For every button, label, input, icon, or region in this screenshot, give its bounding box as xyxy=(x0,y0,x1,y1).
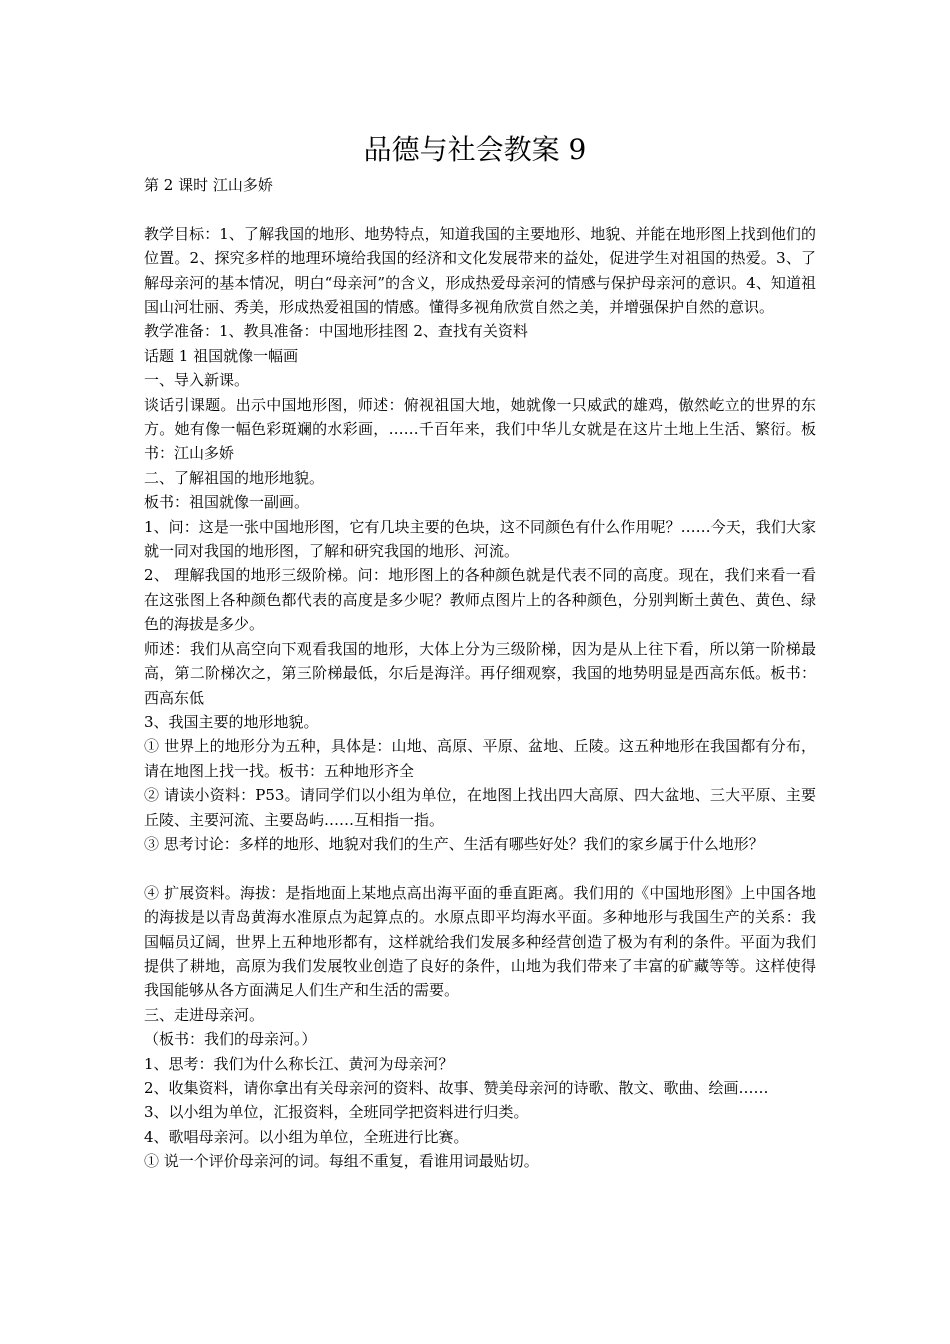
paragraph-river-step-4: 4、歌唱母亲河。以小组为单位，全班进行比赛。 xyxy=(144,1127,469,1146)
paragraph-intro: 谈话引课题。出示中国地形图，师述：俯视祖国大地，她就像一只威武的雄鸡，傲然屹立的世界的东方。她有像一幅色彩斑斓的水彩画，……千百年来，我们中华儿女就是在这片土地上生活、繁衍。板书：江山多娇 xyxy=(144,395,816,463)
paragraph-item-2: ② 请读小资料：P53。请同学们以小组为单位，在地图上找出四大高原、四大盆地、三大平原、主要丘陵、主要河流、主要岛屿……互相指一指。 xyxy=(144,786,816,829)
paragraph-topic-heading: 话题 1 祖国就像一幅画 xyxy=(144,346,299,365)
blank-line xyxy=(144,856,816,880)
paragraph-board-note-river: （板书：我们的母亲河。） xyxy=(144,1030,317,1049)
document-title: 品德与社会教案 9 xyxy=(363,133,587,166)
paragraph-river-step-2: 2、收集资料，请你拿出有关母亲河的资料、故事、赞美母亲河的诗歌、散文、歌曲、绘画…… xyxy=(144,1079,769,1097)
lesson-subtitle: 第 2 课时 江山多娇 xyxy=(144,176,273,194)
section-heading-terrain: 二、了解祖国的地形地貌。 xyxy=(144,468,325,487)
paragraph-river-step-3: 3、以小组为单位，汇报资料，全班同学把资料进行归类。 xyxy=(144,1103,529,1122)
paragraph-step-1: 1、问：这是一张中国地形图，它有几块主要的色块，这不同颜色有什么作用呢？……今天，我们大家就一同对我国的地形图，了解和研究我国的地形、河流。 xyxy=(144,517,816,561)
section-heading-intro: 一、导入新课。 xyxy=(144,371,250,390)
paragraph-item-4: ④ 扩展资料。海拔：是指地面上某地点高出海平面的垂直距离。我们用的《中国地形图》上中国各地的海拔是以青岛黄海水准原点为起算点的。水原点即平均海水平面。多种地形与我国生产的关系：我国幅员辽阔，世界上五种地形都有，这样就给我们发展多种经营创造了极为有利的条件。平面为我们提供了耕地，高原为我们发展牧业创造了良好的条件，山地为我们带来了丰富的矿藏等等。这样使得我国能够从各方面满足人们生产和生活的需要。 xyxy=(144,883,816,1000)
paragraph-step-3: 3、我国主要的地形地貌。 xyxy=(144,712,319,731)
paragraph-teacher-narration: 师述：我们从高空向下观看我国的地形，大体上分为三级阶梯，因为是从上往下看，所以第一阶梯最高，第二阶梯次之，第三阶梯最低，尔后是海洋。再仔细观察，我国的地势明显是西高东低。板书：西高东低 xyxy=(144,639,816,707)
paragraph-board-note: 板书：祖国就像一副画。 xyxy=(144,493,310,512)
paragraph-teaching-goals: 教学目标：1、了解我国的地形、地势特点，知道我国的主要地形、地貌、并能在地形图上找到他们的位置。2、探究多样的地理环境给我国的经济和文化发展带来的益处，促进学生对祖国的热爱。3、了解母亲河的基本情况，明白“母亲河”的含义，形成热爱母亲河的情感与保护母亲河的意识。4、知道祖国山河壮丽、秀美，形成热爱祖国的情感。懂得多视角欣赏自然之美，并增强保护自然的意识。 xyxy=(144,224,816,317)
paragraph-river-step-1: 1、思考：我们为什么称长江、黄河为母亲河？ xyxy=(144,1054,454,1073)
paragraph-item-1: ① 世界上的地形分为五种，具体是：山地、高原、平原、盆地、丘陵。这五种地形在我国都有分布，请在地图上找一找。板书：五种地形齐全 xyxy=(144,737,816,780)
blank-line xyxy=(144,197,816,221)
section-heading-mother-river: 三、走进母亲河。 xyxy=(144,1005,265,1024)
paragraph-item-3: ③ 思考讨论：多样的地形、地貌对我们的生产、生活有哪些好处？我们的家乡属于什么地形？ xyxy=(144,834,764,853)
document-body xyxy=(144,173,816,1174)
paragraph-preparation: 教学准备：1、教具准备：中国地形挂图 2、查找有关资料 xyxy=(144,322,528,341)
paragraph-step-2: 2、 理解我国的地形三级阶梯。问：地形图上的各种颜色就是代表不同的高度。现在，我们来看一看在这张图上各种颜色都代表的高度是多少呢？教师点图片上的各种颜色，分别判断土黄色、黄色、绿色的海拔是多少。 xyxy=(144,566,816,634)
paragraph-river-item-1: ① 说一个评价母亲河的词。每组不重复，看谁用词最贴切。 xyxy=(144,1152,539,1171)
